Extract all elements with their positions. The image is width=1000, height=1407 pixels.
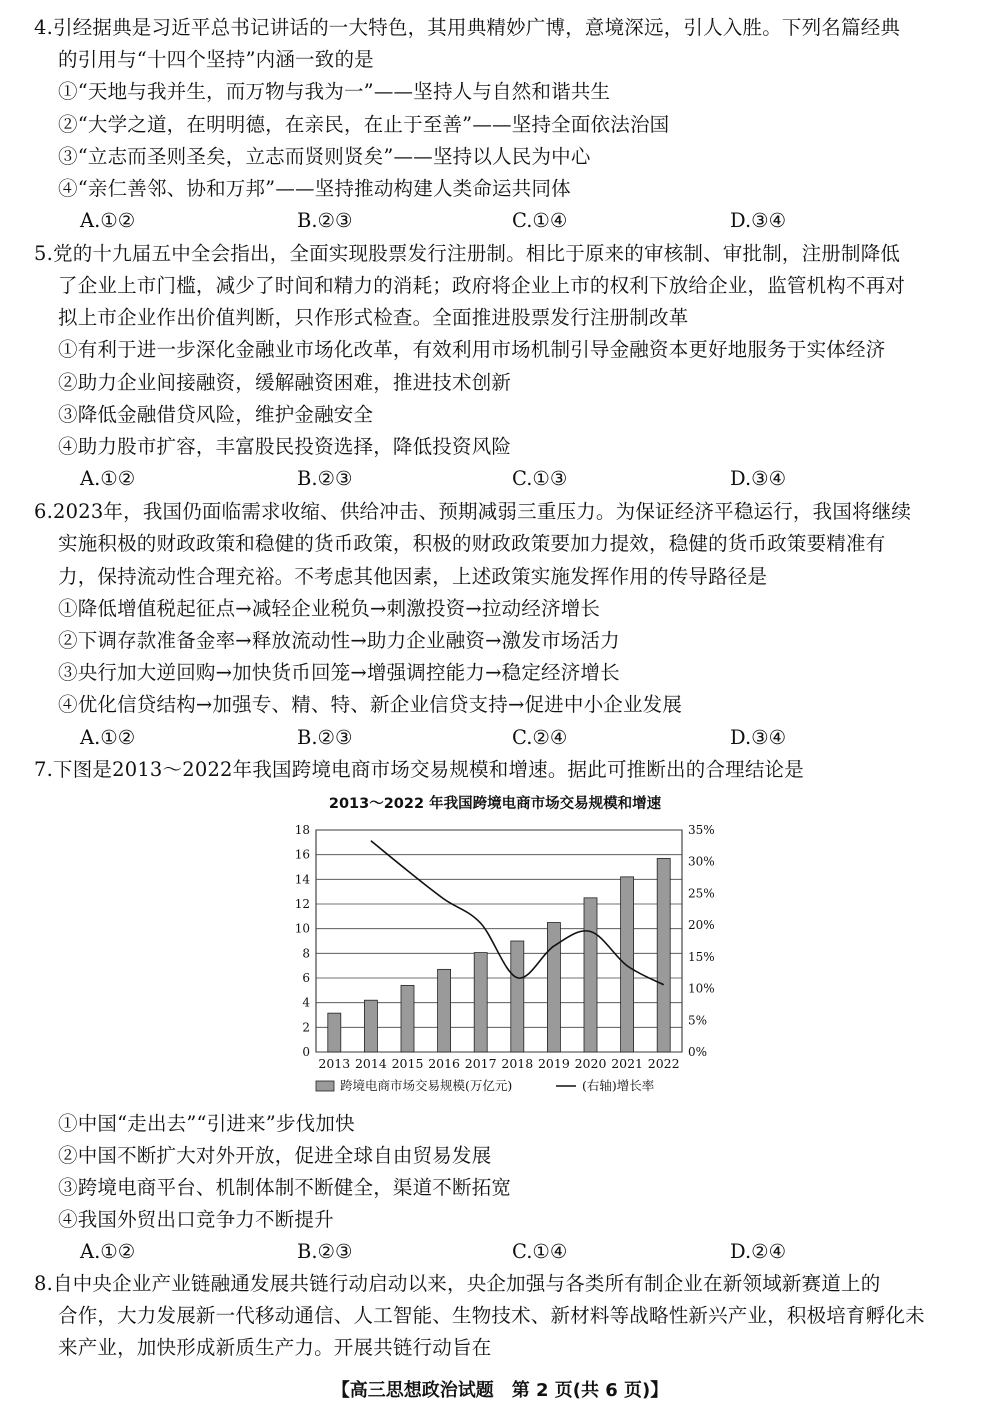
q7-stem-line1: 7.下图是2013～2022年我国跨境电商市场交易规模和增速。据此可推断出的合理结论是 — [34, 758, 804, 781]
q4-stem-line2: 的引用与“十四个坚持”内涵一致的是 — [58, 48, 374, 71]
bar — [584, 898, 597, 1052]
right-tick-label: 25% — [688, 886, 715, 901]
q6-stem-line1: 6.2023年，我国仍面临需求收缩、供给冲击、预期减弱三重压力。为保证经济平稳运行，我国将继续 — [34, 500, 912, 523]
q5-option-a[interactable]: A.①② — [80, 467, 136, 490]
bar — [547, 923, 560, 1053]
x-tick-label: 2019 — [537, 1056, 570, 1071]
bar — [328, 1013, 341, 1052]
q7-option-c[interactable]: C.①④ — [512, 1240, 568, 1263]
x-tick-label: 2015 — [391, 1056, 424, 1071]
x-tick-label: 2022 — [647, 1056, 680, 1071]
q6-item-2: ②下调存款准备金率→释放流动性→助力企业融资→激发市场活力 — [58, 629, 620, 652]
x-tick-label: 2020 — [574, 1056, 607, 1071]
q6-stem-line2: 实施积极的财政政策和稳健的货币政策，积极的财政政策要加力提效，稳健的货币政策要精准有 — [58, 532, 886, 555]
q8-stem-line3: 来产业，加快形成新质生产力。开展共链行动旨在 — [58, 1336, 492, 1359]
bar — [657, 858, 670, 1052]
q7-item-3: ③跨境电商平台、机制体制不断健全，渠道不断拓宽 — [58, 1176, 512, 1199]
q8-stem-line2: 合作，大力发展新一代移动通信、人工智能、生物技术、新材料等战略性新兴产业，积极培育孵化未 — [58, 1304, 925, 1327]
right-tick-label: 35% — [688, 823, 715, 837]
q7-option-b[interactable]: B.②③ — [297, 1240, 353, 1263]
legend-bar-swatch — [316, 1081, 334, 1091]
q5-item-2: ②助力企业间接融资，缓解融资困难，推进技术创新 — [58, 371, 512, 394]
q4-option-c[interactable]: C.①④ — [512, 209, 568, 232]
bar — [621, 877, 634, 1052]
q6-item-4: ④优化信贷结构→加强专、精、特、新企业信贷支持→促进中小企业发展 — [58, 693, 683, 716]
q7-item-1: ①中国“走出去”“引进来”步伐加快 — [58, 1112, 355, 1135]
left-tick-label: 2 — [302, 1020, 310, 1035]
q4-item-2: ②“大学之道，在明明德，在亲民，在止于至善”——坚持全面依法治国 — [58, 113, 670, 136]
q5-stem-line3: 拟上市企业作出价值判断，只作形式检查。全面推进股票发行注册制改革 — [58, 306, 689, 329]
x-tick-label: 2021 — [611, 1056, 644, 1071]
q4-option-d[interactable]: D.③④ — [730, 209, 787, 232]
q6-stem-line3: 力，保持流动性合理充裕。不考虑其他因素，上述政策实施发挥作用的传导路径是 — [58, 565, 768, 588]
left-tick-label: 18 — [294, 823, 310, 837]
bar — [364, 1000, 377, 1052]
q5-stem-line1: 5.党的十九届五中全会指出，全面实现股票发行注册制。相比于原来的审核制、审批制，注册制降低 — [34, 242, 901, 265]
q4-option-a[interactable]: A.①② — [80, 209, 136, 232]
q8-stem-line1: 8.自中央企业产业链融通发展共链行动启动以来，央企加强与各类所有制企业在新领域新赛道上的 — [34, 1272, 881, 1295]
q6-item-3: ③央行加大逆回购→加快货币回笼→增强调控能力→稳定经济增长 — [58, 661, 620, 684]
x-tick-label: 2018 — [501, 1056, 534, 1071]
left-tick-label: 0 — [302, 1045, 310, 1059]
bar — [401, 985, 414, 1052]
x-tick-label: 2016 — [428, 1056, 461, 1071]
left-tick-label: 12 — [294, 897, 310, 911]
left-tick-label: 4 — [302, 995, 310, 1010]
q7-option-a[interactable]: A.①② — [80, 1240, 136, 1263]
right-tick-label: 30% — [688, 854, 715, 869]
left-tick-label: 14 — [294, 872, 310, 887]
page-footer: 【高三思想政治试题 第 2 页(共 6 页)】 — [331, 1380, 669, 1401]
q4-item-4: ④“亲仁善邻、协和万邦”——坚持推动构建人类命运共同体 — [58, 177, 571, 200]
legend-line-label: (右轴)增长率 — [582, 1078, 655, 1093]
legend-bar-label: 跨境电商市场交易规模(万亿元) — [340, 1078, 513, 1093]
q5-item-1: ①有利于进一步深化金融业市场化改革，有效利用市场机制引导金融资本更好地服务于实体经济 — [58, 338, 886, 361]
q5-item-3: ③降低金融借贷风险，维护金融安全 — [58, 403, 374, 426]
q5-stem-line2: 了企业上市门槛，减少了时间和精力的消耗；政府将企业上市的权利下放给企业，监管机构不再对 — [58, 274, 906, 297]
bar — [511, 941, 524, 1052]
trade-chart — [270, 792, 720, 1106]
q7-item-2: ②中国不断扩大对外开放，促进全球自由贸易发展 — [58, 1144, 492, 1167]
left-tick-label: 6 — [302, 971, 310, 985]
q4-option-b[interactable]: B.②③ — [297, 209, 353, 232]
q5-option-b[interactable]: B.②③ — [297, 467, 353, 490]
chart-title: 2013～2022 年我国跨境电商市场交易规模和增速 — [328, 796, 662, 812]
q6-option-b[interactable]: B.②③ — [297, 726, 353, 749]
q7-option-d[interactable]: D.②④ — [730, 1240, 787, 1263]
x-tick-label: 2014 — [354, 1056, 387, 1071]
x-tick-label: 2017 — [464, 1056, 497, 1071]
q6-option-a[interactable]: A.①② — [80, 726, 136, 749]
right-tick-label: 10% — [688, 981, 715, 996]
right-tick-label: 15% — [688, 949, 715, 964]
q5-option-d[interactable]: D.③④ — [730, 467, 787, 490]
left-tick-label: 16 — [294, 847, 310, 862]
chart-svg — [270, 792, 720, 1106]
q4-item-1: ①“天地与我并生，而万物与我为一”——坚持人与自然和谐共生 — [58, 80, 611, 103]
x-tick-label: 2013 — [318, 1056, 351, 1071]
q5-item-4: ④助力股市扩容，丰富股民投资选择，降低投资风险 — [58, 435, 512, 458]
q6-item-1: ①降低增值税起征点→减轻企业税负→刺激投资→拉动经济增长 — [58, 597, 601, 620]
q4-item-3: ③“立志而圣则圣矣，立志而贤则贤矣”——坚持以人民为中心 — [58, 145, 591, 168]
left-tick-label: 10 — [294, 921, 310, 936]
right-tick-label: 5% — [688, 1013, 708, 1028]
q6-option-d[interactable]: D.③④ — [730, 726, 787, 749]
left-tick-label: 8 — [302, 946, 310, 961]
q4-stem-line1: 4.引经据典是习近平总书记讲话的一大特色，其用典精妙广博，意境深远，引人入胜。下列名篇经典 — [34, 16, 901, 39]
q5-option-c[interactable]: C.①③ — [512, 467, 568, 490]
right-tick-label: 0% — [688, 1045, 708, 1059]
q6-option-c[interactable]: C.②④ — [512, 726, 568, 749]
bar — [438, 969, 451, 1052]
right-tick-label: 20% — [688, 918, 715, 933]
bar — [474, 953, 487, 1052]
q7-item-4: ④我国外贸出口竞争力不断提升 — [58, 1208, 334, 1231]
